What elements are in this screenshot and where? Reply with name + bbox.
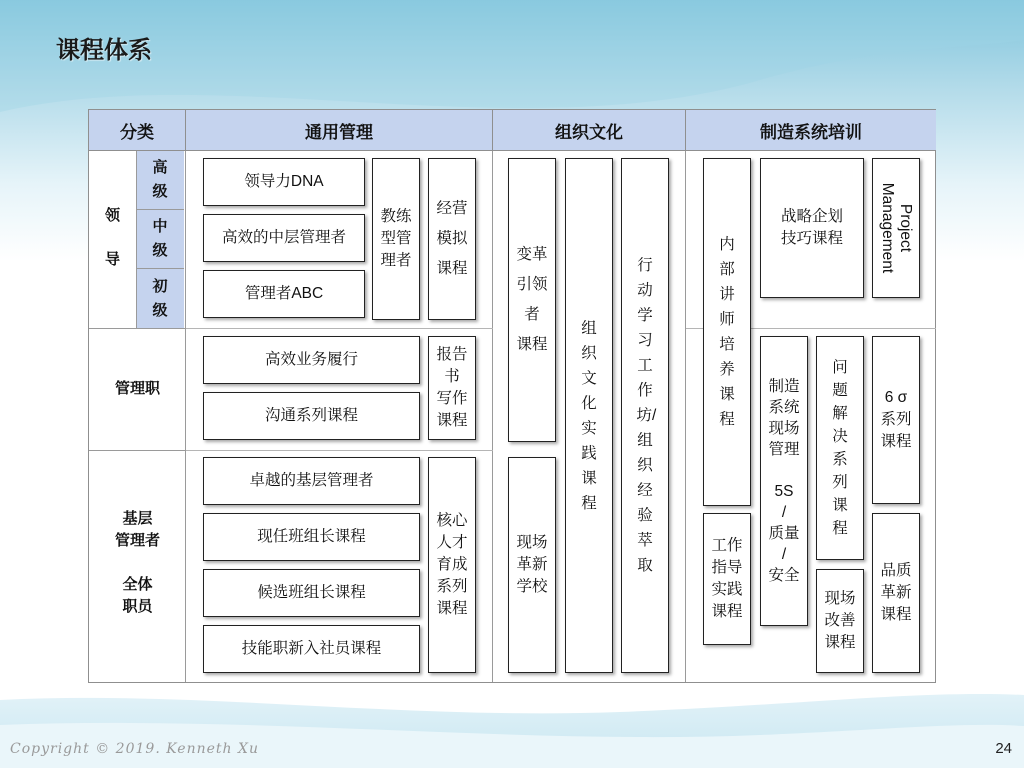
course-manager-abc: 管理者ABC [203,270,365,318]
action-learning-label: 行动学习工作坊/组织经验萃取 [636,257,657,574]
grid-line [89,328,186,329]
copyright-text: Copyright © 2019. Kenneth Xu [10,741,259,757]
course-communication: 沟通系列课程 [203,392,420,440]
course-system-table [88,109,936,683]
course-onsite-innovation-school: 现场 革新 学校 [508,457,556,673]
level-junior: 初 级 [136,269,184,328]
grid-line [186,328,493,329]
course-report-writing: 报告 书 写作 课程 [428,336,476,440]
course-excellent-base-manager: 卓越的基层管理者 [203,457,420,505]
culture-practice-label: 组织文化实践课程 [581,319,597,512]
internal-trainer-label: 内部讲师培养课程 [719,236,735,428]
course-coach-manager: 教练 型管 理者 [372,158,420,320]
category-manager: 管理职 [114,380,160,397]
course-candidate-team-leader: 候选班组长课程 [203,569,420,617]
grid-line [136,151,137,328]
grid-line [492,151,493,682]
course-onsite-improvement: 现场 改善 课程 [816,569,864,673]
course-efficient-duty: 高效业务履行 [203,336,420,384]
header-category: 分类 [89,110,186,151]
header-org-culture: 组织文化 [493,110,686,151]
course-efficient-middle-manager: 高效的中层管理者 [203,214,365,262]
level-middle: 中 级 [136,210,184,269]
course-internal-trainer [703,158,751,506]
category-leader: 领 导 [104,207,120,268]
course-problem-solving: 问 题 解 决 系 列 课 程 [816,336,864,560]
course-change-leader: 变革 引领 者 课程 [508,158,556,442]
course-action-learning [621,158,669,673]
project-management-label: Project Management [879,182,915,274]
course-quality-innovation: 品质 革新 课程 [872,513,920,673]
course-core-talent: 核心 人才 育成 系列 课程 [428,457,476,673]
grid-line [186,450,493,451]
course-culture-practice [565,158,613,673]
page-title: 课程体系 [56,37,152,64]
page-number: 24 [995,740,1012,757]
course-work-guidance: 工作 指导 实践 课程 [703,513,751,645]
level-senior: 高 级 [136,151,184,210]
course-new-employee: 技能职新入社员课程 [203,625,420,673]
category-base-staff: 基层 管理者 全体 职员 [114,510,160,615]
course-project-management [872,158,920,298]
grid-line [89,450,186,451]
course-strategy-planning: 战略企划 技巧课程 [760,158,864,298]
course-mfg-onsite-management: 制造 系统 现场 管理 5S / 质量 / 安全 [760,336,808,626]
course-team-leader: 现任班组长课程 [203,513,420,561]
course-business-simulation: 经营 模拟 课程 [428,158,476,320]
course-leadership-dna: 领导力DNA [203,158,365,206]
grid-line [685,151,686,682]
header-general-management: 通用管理 [186,110,493,151]
course-six-sigma: 6 σ 系列 课程 [872,336,920,504]
header-manufacturing: 制造系统培训 [686,110,936,151]
